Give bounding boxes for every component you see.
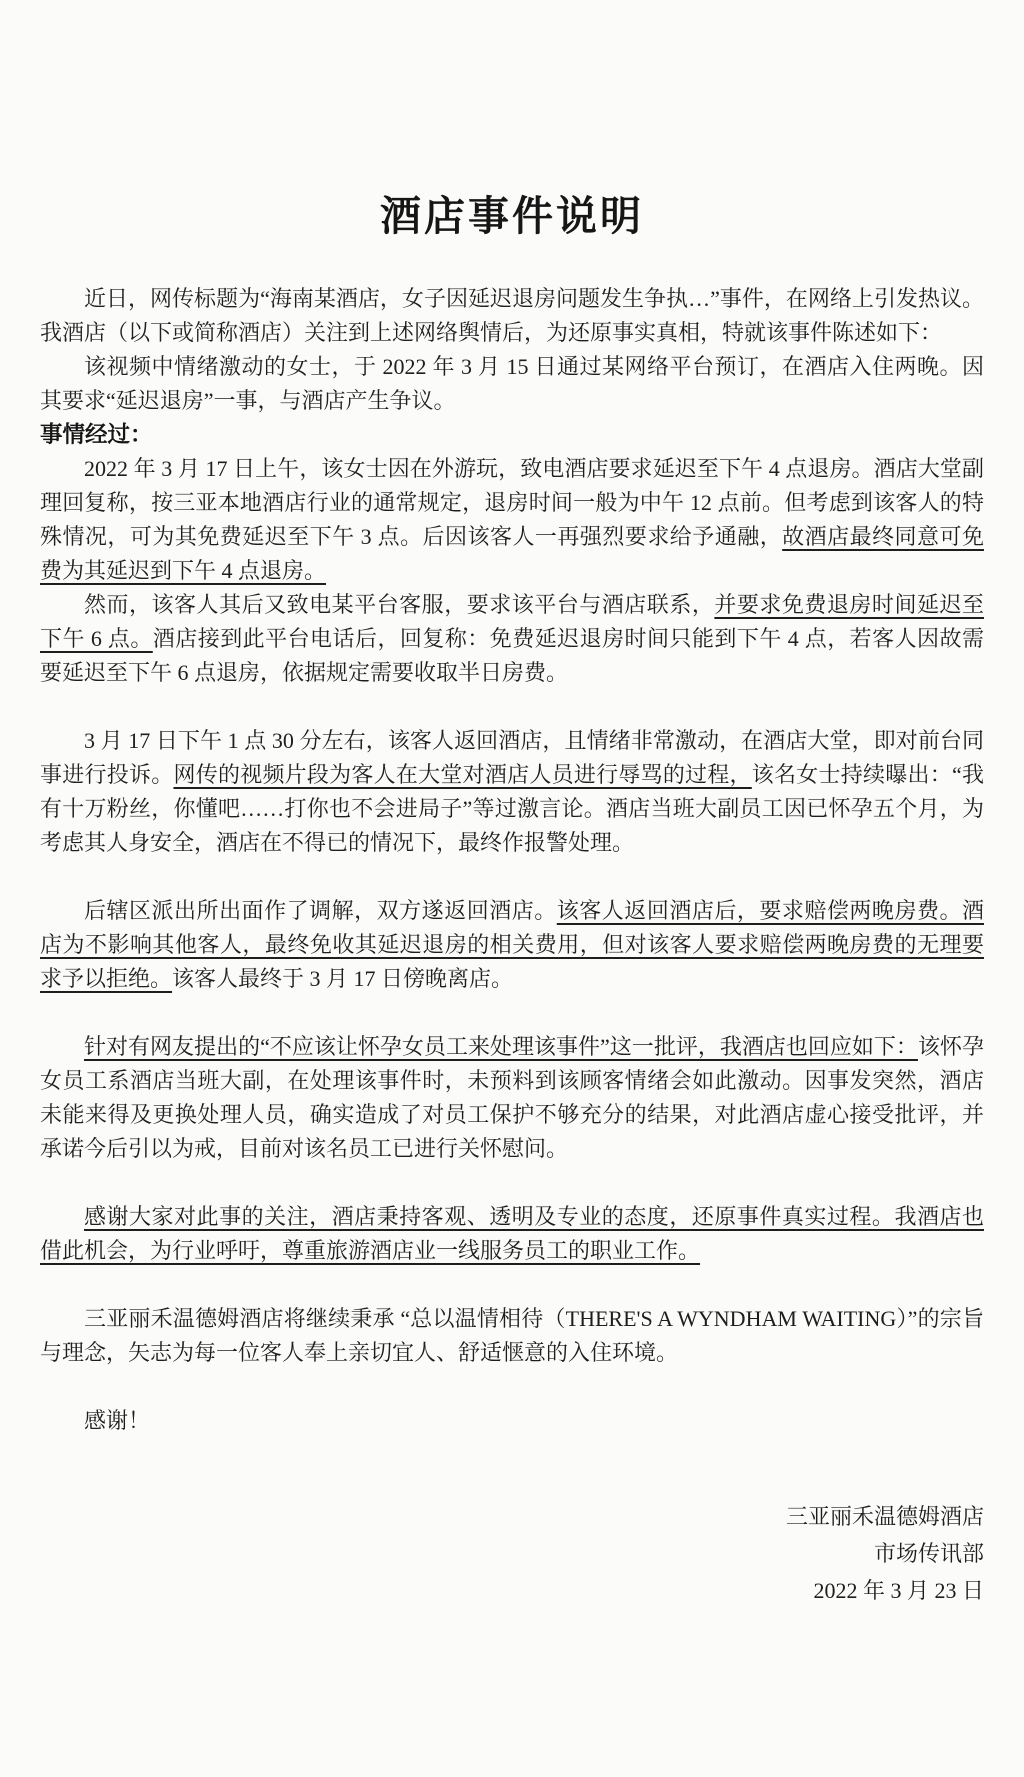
signature-date: 2022 年 3 月 23 日 xyxy=(813,1578,984,1603)
paragraph-video-context xyxy=(40,350,984,418)
paragraph-lobby-confrontation-segment-1: 3 月 17 日下午 1 点 30 分左右，该客人返回酒店，且情绪非常激动，在酒店大堂，即对前台同事进行投诉。 xyxy=(40,728,984,787)
paragraph-closing-thanks xyxy=(40,1404,984,1438)
paragraph-incident-morning-segment-1: 2022 年 3 月 17 日上午，该女士因在外游玩，致电酒店要求延迟至下午 4 点退房。酒店大堂副理回复称，按三亚本地酒店行业的通常规定，退房时间一般为中午 12 点前。但考虑到该客人的特殊情况，可为其免费延迟至下午 3 点。后因该客人一再强烈要求给予通融， xyxy=(40,456,984,549)
paragraph-lobby-confrontation-segment-3: 该名女士持续曝出：“我有十万粉丝，你懂吧……打你也不会进局子”等过激言论。酒店当班大副员工因已怀孕五个月，为考虑其人身安全，酒店在不得已的情况下，最终作报警处理。 xyxy=(40,762,984,855)
paragraph-police-mediation-segment-1: 后辖区派出所出面作了调解，双方遂返回酒店。 xyxy=(84,898,557,923)
paragraph-lobby-confrontation-segment-2-underlined: 网传的视频片段为客人在大堂对酒店人员进行辱骂的过程， xyxy=(173,762,752,787)
paragraph-brand-motto-text: 三亚丽禾温德姆酒店将继续秉承 “总以温情相待（THERE'S A WYNDHAM WAITING）”的宗旨与理念，矢志为每一位客人奉上亲切宜人、舒适惬意的入住环境。 xyxy=(40,1306,984,1365)
paragraph-thanks-statement-text-underlined: 感谢大家对此事的关注，酒店秉持客观、透明及专业的态度，还原事件真实过程。我酒店也借此机会，为行业呼吁，尊重旅游酒店业一线服务员工的职业工作。 xyxy=(40,1204,984,1263)
signature-department: 市场传讯部 xyxy=(873,1541,984,1566)
paragraph-platform-call-segment-3: 酒店接到此平台电话后，回复称：免费延迟退房时间只能到下午 4 点，若客人因故需要延迟至下午 6 点退房，依据规定需要收取半日房费。 xyxy=(40,626,984,685)
paragraph-thanks-statement xyxy=(40,1200,984,1268)
paragraph-video-context-text: 该视频中情绪激动的女士，于 2022 年 3 月 15 日通过某网络平台预订，在酒店入住两晚。因其要求“延迟退房”一事，与酒店产生争议。 xyxy=(40,354,984,413)
document-body xyxy=(40,282,984,1609)
paragraph-incident-morning xyxy=(40,452,984,588)
paragraph-lobby-confrontation xyxy=(40,724,984,860)
signature-block xyxy=(40,1498,984,1609)
paragraph-response-to-criticism-segment-2: 该怀孕女员工系酒店当班大副，在处理该事件时，未预料到该顾客情绪会如此激动。因事发突然，酒店未能来得及更换处理人员，确实造成了对员工保护不够充分的结果，对此酒店虚心接受批评，并承诺今后引以为戒，目前对该名员工已进行关怀慰问。 xyxy=(40,1034,984,1161)
paragraph-police-mediation-segment-2-underlined: 该客人返回酒店后，要求赔偿两晚房费。酒店为不影响其他客人，最终免收其延迟退房的相关费用，但对该客人要求赔偿两晚房费的无理要求予以拒绝。 xyxy=(40,898,984,991)
paragraph-closing-thanks-text: 感谢！ xyxy=(84,1408,151,1433)
paragraph-platform-call-segment-2-underlined: 并要求免费退房时间延迟至下午 6 点。 xyxy=(40,592,984,651)
section-heading-incident: 事情经过： xyxy=(40,422,153,447)
paragraph-response-to-criticism xyxy=(40,1030,984,1166)
paragraph-brand-motto xyxy=(40,1302,984,1370)
paragraph-response-to-criticism-segment-1-underlined: 针对有网友提出的“不应该让怀孕女员工来处理该事件”这一批评，我酒店也回应如下： xyxy=(84,1034,918,1059)
paragraph-intro-text: 近日，网传标题为“海南某酒店，女子因延迟退房问题发生争执…”事件，在网络上引发热议。我酒店（以下或简称酒店）关注到上述网络舆情后，为还原事实真相，特就该事件陈述如下： xyxy=(40,286,984,345)
paragraph-police-mediation-segment-3: 该客人最终于 3 月 17 日傍晚离店。 xyxy=(172,966,514,991)
signature-hotel-name: 三亚丽禾温德姆酒店 xyxy=(785,1504,984,1529)
paragraph-intro xyxy=(40,282,984,350)
paragraph-police-mediation xyxy=(40,894,984,996)
document-title: 酒店事件说明 xyxy=(380,193,644,239)
paragraph-platform-call-segment-1: 然而，该客人其后又致电某平台客服，要求该平台与酒店联系， xyxy=(84,592,715,617)
paragraph-incident-morning-segment-2-underlined: 故酒店最终同意可免费为其延迟到下午 4 点退房。 xyxy=(40,524,984,583)
paragraph-platform-call xyxy=(40,588,984,690)
